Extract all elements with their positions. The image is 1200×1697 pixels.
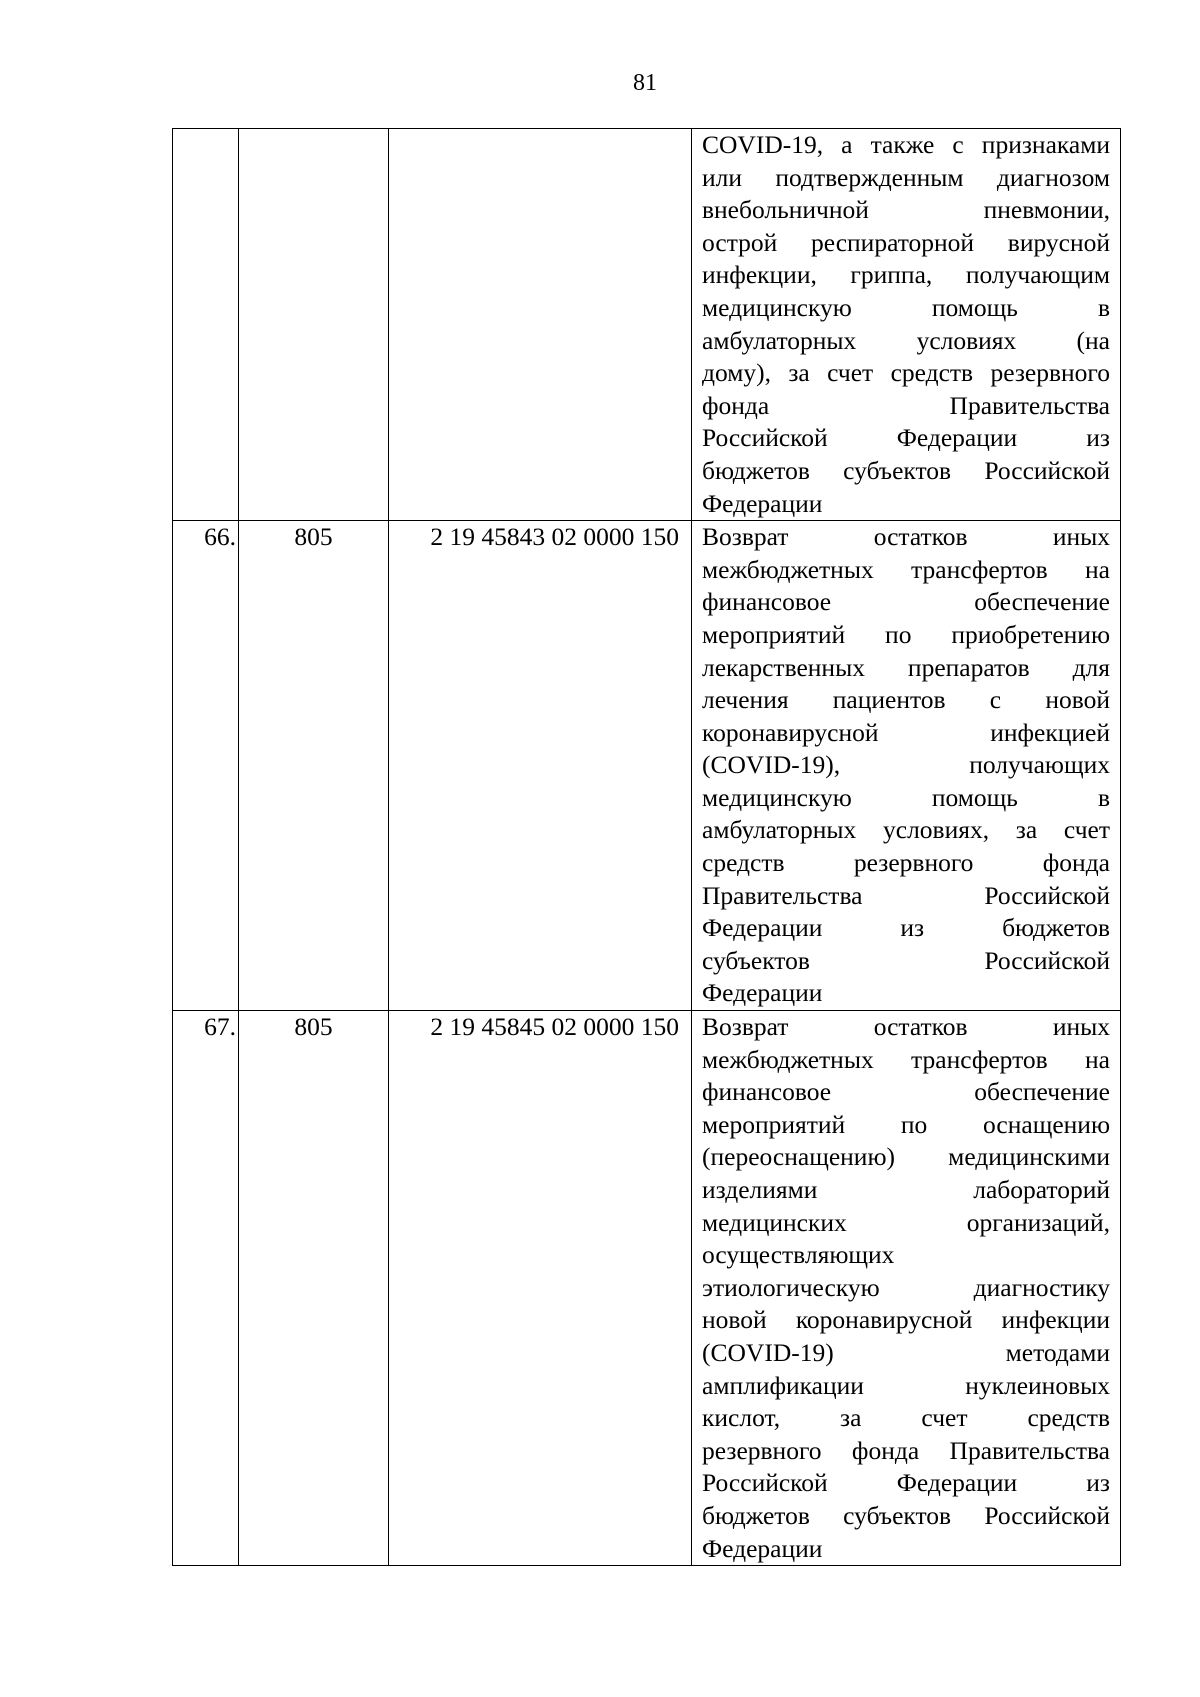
kbk-code-cell xyxy=(389,129,692,521)
description-line: или подтвержденным диагнозом xyxy=(702,162,1110,192)
description-line: внебольничной пневмонии, xyxy=(702,195,1110,225)
description-cell xyxy=(692,1011,1121,1566)
table-row xyxy=(173,1011,1121,1566)
description-line: межбюджетных трансфертов на xyxy=(702,554,1110,584)
kbk-code-cell: 2 19 45843 02 0000 150 xyxy=(389,521,692,1011)
description-line: осуществляющих xyxy=(702,1240,895,1270)
description-line: бюджетов субъектов Российской xyxy=(702,455,1110,485)
description-line: Правительства Российской xyxy=(702,880,1110,910)
description-line: Российской Федерации из xyxy=(702,1468,1110,1498)
description-line: межбюджетных трансфертов на xyxy=(702,1044,1110,1074)
description-line: финансовое обеспечение xyxy=(702,1077,1110,1107)
description-line: Российской Федерации из xyxy=(702,423,1110,453)
description-line: средств резервного фонда xyxy=(702,848,1110,878)
description-line: фонда Правительства xyxy=(702,390,1110,420)
description-line: коронавирусной инфекцией xyxy=(702,717,1110,747)
description-line: (COVID-19) методами xyxy=(702,1337,1110,1367)
description-line: острой респираторной вирусной xyxy=(702,227,1110,257)
description-line: Федерации из бюджетов xyxy=(702,913,1110,943)
description-line: Возврат остатков иных xyxy=(702,522,1110,552)
description-line: инфекции, гриппа, получающим xyxy=(702,260,1110,290)
table-row xyxy=(173,129,1121,521)
page-number: 81 xyxy=(633,70,657,96)
description-line: лекарственных препаратов для xyxy=(702,652,1110,682)
description-line: (COVID-19), получающих xyxy=(702,750,1110,780)
description-line: Федерации xyxy=(702,978,823,1008)
description-line: медицинскую помощь в xyxy=(702,782,1110,812)
description-line: этиологическую диагностику xyxy=(702,1272,1110,1302)
row-number-cell: 67. xyxy=(173,1011,239,1566)
description-line: субъектов Российской xyxy=(702,945,1110,975)
row-number-cell: 66. xyxy=(173,521,239,1011)
admin-code-cell: 805 xyxy=(239,1011,389,1566)
description-line: Федерации xyxy=(702,488,823,518)
description-line: финансовое обеспечение xyxy=(702,587,1110,617)
description-line: COVID-19, а также с признаками xyxy=(702,130,1110,159)
description-line: резервного фонда Правительства xyxy=(702,1435,1110,1465)
table-row xyxy=(173,521,1121,1011)
admin-code-cell: 805 xyxy=(239,521,389,1011)
description-cell xyxy=(692,129,1121,521)
description-line: бюджетов субъектов Российской xyxy=(702,1500,1110,1530)
description-line: медицинскую помощь в xyxy=(702,292,1110,322)
budget-codes-table xyxy=(172,128,1121,1566)
description-line: Федерации xyxy=(702,1533,823,1563)
description-line: кислот, за счет средств xyxy=(702,1403,1110,1433)
description-line: амплификации нуклеиновых xyxy=(702,1370,1110,1400)
description-line: лечения пациентов с новой xyxy=(702,685,1110,715)
description-line: медицинских организаций, xyxy=(702,1207,1110,1237)
description-line: мероприятий по приобретению xyxy=(702,619,1110,649)
kbk-code-cell: 2 19 45845 02 0000 150 xyxy=(389,1011,692,1566)
description-line: Возврат остатков иных xyxy=(702,1012,1110,1042)
description-cell xyxy=(692,521,1121,1011)
description-line: изделиями лабораторий xyxy=(702,1175,1110,1204)
admin-code-cell xyxy=(239,129,389,521)
description-line: дому), за счет средств резервного xyxy=(702,358,1110,388)
description-line: (переоснащению) медицинскими xyxy=(702,1142,1110,1172)
row-number-cell xyxy=(173,129,239,521)
description-line: мероприятий по оснащению xyxy=(702,1109,1110,1139)
description-line: амбулаторных условиях, за счет xyxy=(702,815,1110,845)
description-line: новой коронавирусной инфекции xyxy=(702,1305,1110,1335)
description-line: амбулаторных условиях (на xyxy=(702,325,1110,355)
